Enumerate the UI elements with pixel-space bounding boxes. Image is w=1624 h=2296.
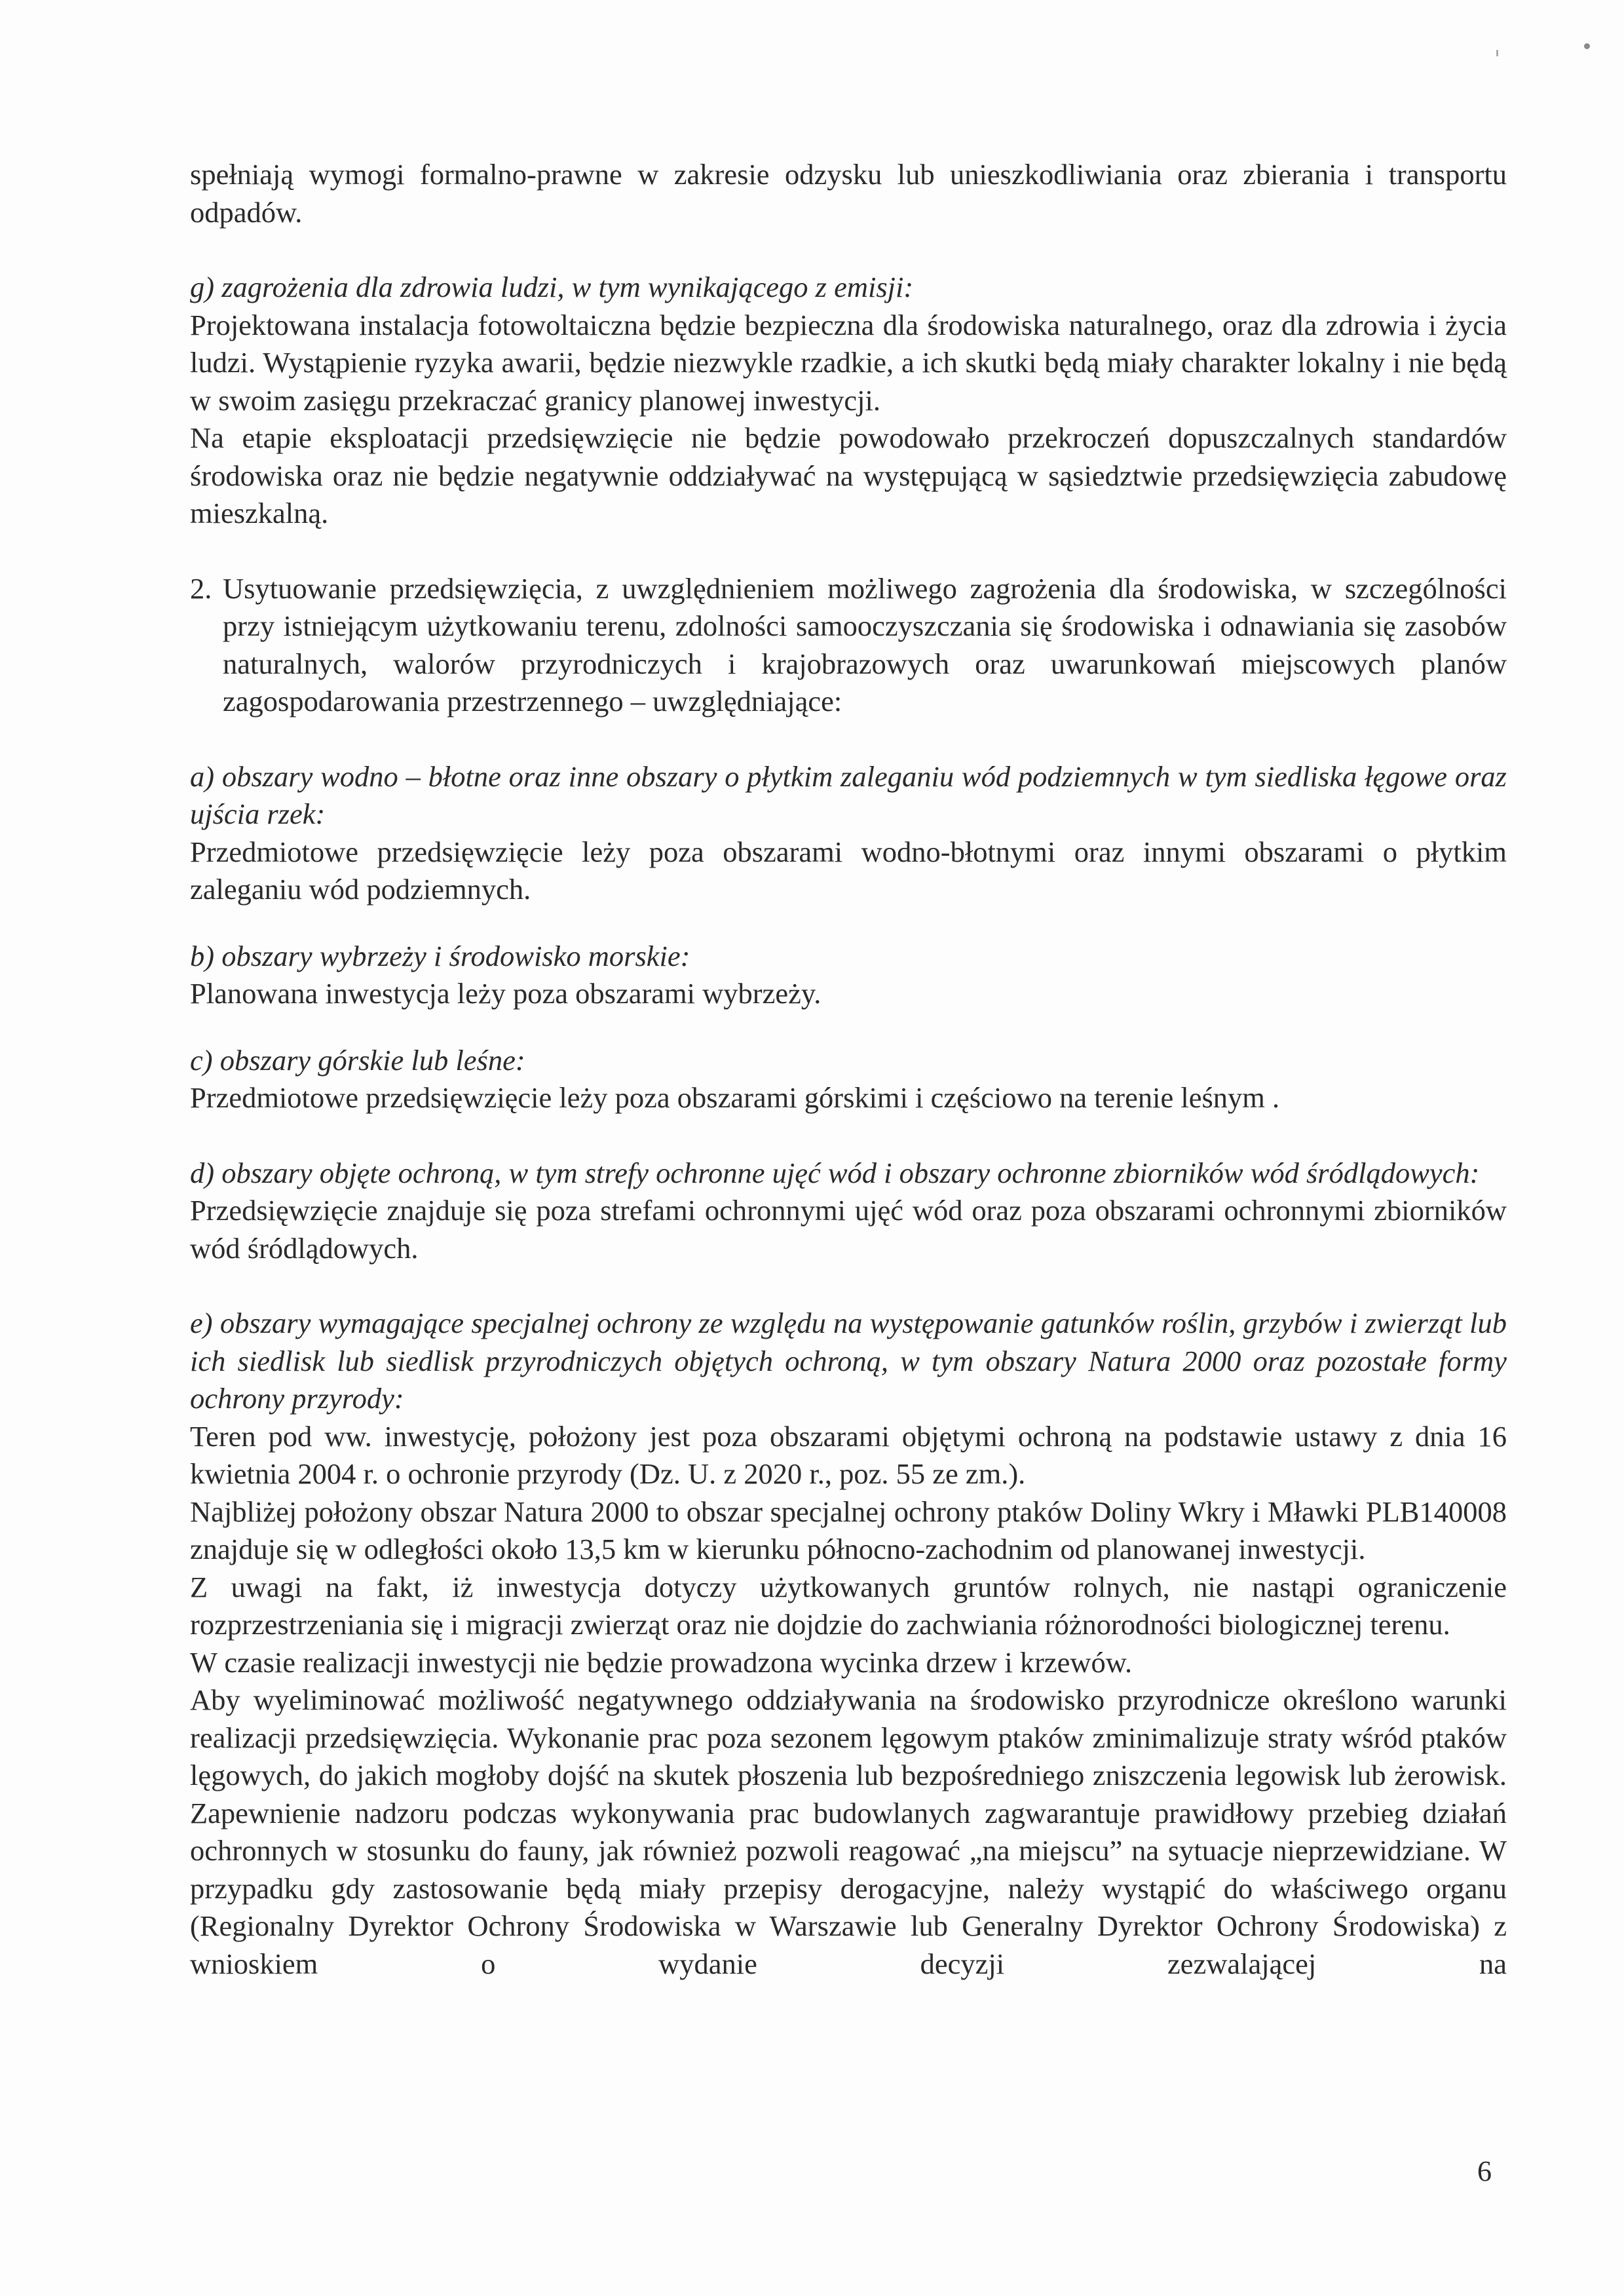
- section-c-body: Przedmiotowe przedsięwzięcie leży poza obszarami górskimi i częściowo na terenie leśnym .: [190, 1081, 1280, 1114]
- section-a-body: Przedmiotowe przedsięwzięcie leży poza obszarami wodno-błotnymi oraz innymi obszarami o płytkim zaleganiu wód podziemnych.: [190, 835, 1507, 906]
- section-g-body-2: Na etapie eksploatacji przedsięwzięcie nie będzie powodowało przekroczeń dopuszczalnych standardów środowiska oraz nie będzie negatywnie oddziaływać na występującą w sąsiedztwie przedsięwzięcia zabudowę mieszkalną.: [190, 421, 1507, 529]
- section-e-body-2: Najbliżej położony obszar Natura 2000 to obszar specjalnej ochrony ptaków Doliny Wkry i Mławki PLB140008 znajduje się w odległości około 13,5 km w kierunku północno-zachodnim od planowanej inwestycji.: [190, 1495, 1507, 1565]
- section-g-body-1: Projektowana instalacja fotowoltaiczna będzie bezpieczna dla środowiska naturalnego, oraz dla zdrowia i życia ludzi. Wystąpienie ryzyka awarii, będzie niezwykle rzadkie, a ich skutki będą miały charakter lokalny i nie będą w swoim zasięgu przekraczać granicy planowej inwestycji.: [190, 308, 1507, 417]
- page-number: 6: [1477, 2155, 1492, 2187]
- section-d-body: Przedsięwzięcie znajduje się poza strefami ochronnymi ujęć wód oraz poza obszarami ochronnymi zbiorników wód śródlądowych.: [190, 1194, 1507, 1265]
- item-2: [190, 570, 1507, 721]
- section-g-heading: g) zagrożenia dla zdrowia ludzi, w tym wynikającego z emisji:: [190, 271, 914, 303]
- item-2-text: Usytuowanie przedsięwzięcia, z uwzględnieniem możliwego zagrożenia dla środowiska, w szczególności przy istniejącym użytkowaniu terenu, zdolności samooczyszczania się środowiska i odnawiania się zasobów naturalnych, walorów przyrodniczych i krajobrazowych oraz uwarunkowań miejscowych planów zagospodarowania przestrzennego – uwzględniające:: [223, 571, 1507, 718]
- item-2-number: 2.: [190, 571, 212, 605]
- section-e-heading: e) obszary wymagające specjalnej ochrony ze względu na występowanie gatunków roślin, grzybów i zwierząt lub ich siedlisk lub siedlisk przyrodniczych objętych ochroną, w tym obszary Natura 2000 oraz pozostałe formy ochrony przyrody:: [190, 1307, 1507, 1415]
- section-b-body: Planowana inwestycja leży poza obszarami wybrzeży.: [190, 977, 821, 1010]
- section-a-heading: a) obszary wodno – błotne oraz inne obszary o płytkim zaleganiu wód podziemnych w tym siedliska łęgowe oraz ujścia rzek:: [190, 759, 1507, 830]
- section-e-body-1: Teren pod ww. inwestycję, położony jest poza obszarami objętymi ochroną na podstawie ustawy z dnia 16 kwietnia 2004 r. o ochronie przyrody (Dz. U. z 2020 r., poz. 55 ze zm.).: [190, 1419, 1507, 1490]
- section-c-heading: c) obszary górskie lub leśne:: [190, 1043, 525, 1077]
- section-e-body-5: Aby wyeliminować możliwość negatywnego oddziaływania na środowisko przyrodnicze określono warunki realizacji przedsięwzięcia. Wykonanie prac poza sezonem lęgowym ptaków zminimalizuje straty wśród ptaków lęgowych, do jakich mogłoby dojść na skutek płoszenia lub bezpośredniego zniszczenia legowisk lub żerowisk. Zapewnienie nadzoru podczas wykonywania prac budowlanych zagwarantuje prawidłowy przebieg działań ochronnych w stosunku do fauny, jak również pozwoli reagować „na miejscu” na sytuacje nieprzewidziane. W przypadku gdy zastosowanie będą miały przepisy derogacyjne, należy wystąpić do właściwego organu (Regionalny Dyrektor Ochrony Środowiska w Warszawie lub Generalny Dyrektor Ochrony Środowiska) z wnioskiem o wydanie decyzji zezwalającej na: [190, 1683, 1507, 1980]
- section-b-heading: b) obszary wybrzeży i środowisko morskie:: [190, 939, 690, 972]
- section-e-body-4: W czasie realizacji inwestycji nie będzie prowadzona wycinka drzew i krzewów.: [190, 1645, 1133, 1679]
- section-d-heading: d) obszary objęte ochroną, w tym strefy ochronne ujęć wód i obszary ochronne zbiorników wód śródlądowych:: [190, 1156, 1480, 1189]
- section-e-body-3: Z uwagi na fakt, iż inwestycja dotyczy użytkowanych gruntów rolnych, nie nastąpi ograniczenie rozprzestrzeniania się i migracji zwierząt oraz nie dojdzie do zachwiania różnorodności biologicznej terenu.: [190, 1570, 1507, 1641]
- paragraph-continuation: spełniają wymogi formalno-prawne w zakresie odzysku lub unieszkodliwiania oraz zbierania i transportu odpadów.: [190, 158, 1507, 229]
- scan-speck: [1496, 50, 1498, 56]
- scan-speck: [1584, 43, 1590, 49]
- document-body: [190, 156, 1507, 1983]
